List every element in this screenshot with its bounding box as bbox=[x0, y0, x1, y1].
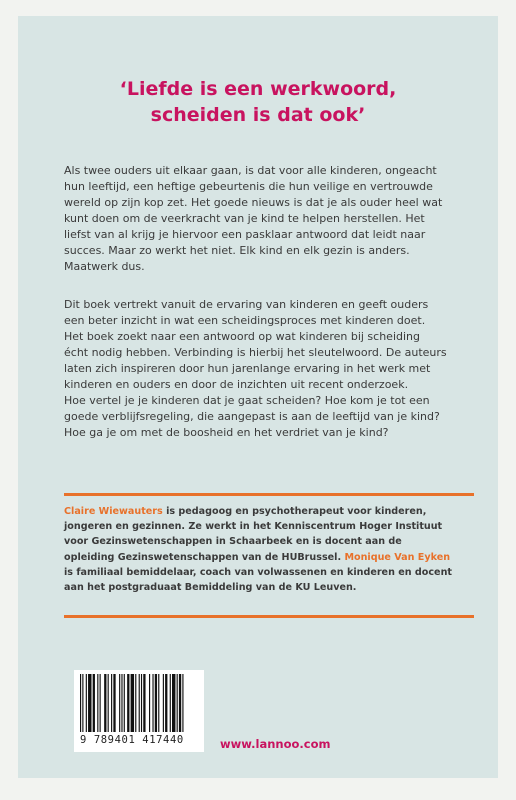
isbn-barcode bbox=[74, 670, 204, 752]
cover-quote bbox=[18, 76, 498, 128]
barcode-bar bbox=[155, 674, 157, 732]
bio-line: aan het postgraduaat Bemiddeling van de KU Leuven. bbox=[64, 582, 357, 594]
barcode-bar bbox=[113, 674, 115, 732]
intro-line: wereld op zijn kop zet. Het goede nieuws is dat je als ouder heel wat bbox=[64, 196, 443, 209]
body-line: écht nodig hebben. Verbinding is hierbij het sleutelwoord. De auteurs bbox=[64, 346, 447, 359]
body-paragraph bbox=[64, 297, 474, 441]
barcode-bar bbox=[100, 674, 101, 732]
bio-line bbox=[64, 504, 480, 519]
barcode-bar bbox=[152, 674, 153, 732]
barcode-bar bbox=[158, 674, 159, 732]
barcode-bar bbox=[127, 674, 129, 732]
barcode-bar bbox=[149, 674, 150, 732]
barcode-bar bbox=[131, 674, 134, 732]
bio-line: is familiaal bemiddelaar, coach van volwassenen en kinderen en docent bbox=[64, 566, 452, 578]
body-line: laten zich inspireren door hun jarenlange ervaring in het werk met bbox=[64, 362, 431, 375]
barcode-bar bbox=[172, 674, 175, 732]
barcode-bar bbox=[97, 674, 98, 732]
intro-line: kunt doen om de veerkracht van je kind te helpen herstellen. Het bbox=[64, 212, 425, 225]
barcode-bar bbox=[170, 674, 171, 732]
barcode-bar bbox=[119, 674, 120, 732]
body-line: Hoe ga je om met de boosheid en het verdriet van je kind? bbox=[64, 426, 389, 439]
barcode-bar bbox=[179, 674, 181, 732]
intro-line: succes. Maar zo werkt het niet. Elk kind en elk gezin is anders. bbox=[64, 244, 410, 257]
barcode-bar bbox=[177, 674, 178, 732]
divider-top bbox=[64, 493, 474, 496]
barcode-bar bbox=[108, 674, 109, 732]
barcode-bar bbox=[88, 674, 91, 732]
barcode-bar bbox=[143, 674, 145, 732]
intro-line: Als twee ouders uit elkaar gaan, is dat voor alle kinderen, ongeacht bbox=[64, 164, 437, 177]
barcode-bar bbox=[165, 674, 167, 732]
barcode-bar bbox=[104, 674, 106, 732]
body-line: kinderen en ouders en door de inzichten uit recent onderzoek. bbox=[64, 378, 409, 391]
intro-line: hun leeftijd, een heftige gebeurtenis die hun veilige en vertrouwde bbox=[64, 180, 433, 193]
barcode-bar bbox=[124, 674, 125, 732]
intro-line: liefst van al krijg je hiervoor een pasklaar antwoord dat leidt naar bbox=[64, 228, 426, 241]
barcode-bar bbox=[121, 674, 122, 732]
body-line: Hoe vertel je je kinderen dat je gaat scheiden? Hoe kom je tot een bbox=[64, 394, 430, 407]
publisher-website[interactable]: www.lannoo.com bbox=[220, 737, 331, 751]
author-name-monique: Monique Van Eyken bbox=[344, 551, 451, 563]
bio-line: jongeren en gezinnen. Ze werkt in het Kenniscentrum Hoger Instituut bbox=[64, 521, 443, 533]
barcode-bar bbox=[111, 674, 112, 732]
barcode-bar bbox=[82, 674, 83, 732]
bio-text: is pedagoog en psychotherapeut voor kinderen, bbox=[162, 506, 427, 517]
quote-line-1: ‘Liefde is een werkwoord, bbox=[119, 78, 397, 100]
barcode-bar bbox=[86, 674, 87, 732]
barcode-bar bbox=[182, 674, 183, 732]
book-back-cover bbox=[18, 16, 498, 778]
author-bios bbox=[64, 504, 480, 595]
barcode-bar bbox=[163, 674, 164, 732]
quote-line-2: scheiden is dat ook’ bbox=[150, 104, 366, 126]
divider-bottom bbox=[64, 615, 474, 618]
barcode-bar bbox=[135, 674, 136, 732]
barcode-bar bbox=[139, 674, 140, 732]
body-line: Dit boek vertrekt vanuit de ervaring van kinderen en geeft ouders bbox=[64, 298, 429, 311]
body-line: een beter inzicht in wat een scheidingsproces met kinderen doet. bbox=[64, 314, 426, 327]
barcode-bars-icon bbox=[80, 674, 198, 732]
barcode-bar bbox=[141, 674, 142, 732]
isbn-number: 9 789401 417440 bbox=[80, 734, 184, 746]
intro-line: Maatwerk dus. bbox=[64, 260, 145, 273]
intro-paragraph bbox=[64, 163, 474, 275]
body-line: Het boek zoekt naar een antwoord op wat kinderen bij scheiding bbox=[64, 330, 420, 343]
bio-line bbox=[64, 550, 480, 565]
barcode-bar bbox=[93, 674, 95, 732]
bio-line: voor Gezinswetenschappen in Schaarbeek en is docent aan de bbox=[64, 536, 402, 548]
body-line: goede verblijfsregeling, die aangepast is aan de leeftijd van je kind? bbox=[64, 410, 440, 423]
author-name-claire: Claire Wiewauters bbox=[64, 506, 163, 517]
bio-text: opleiding Gezinswetenschappen van de HUBrussel. bbox=[64, 551, 345, 563]
barcode-bar bbox=[80, 674, 81, 732]
